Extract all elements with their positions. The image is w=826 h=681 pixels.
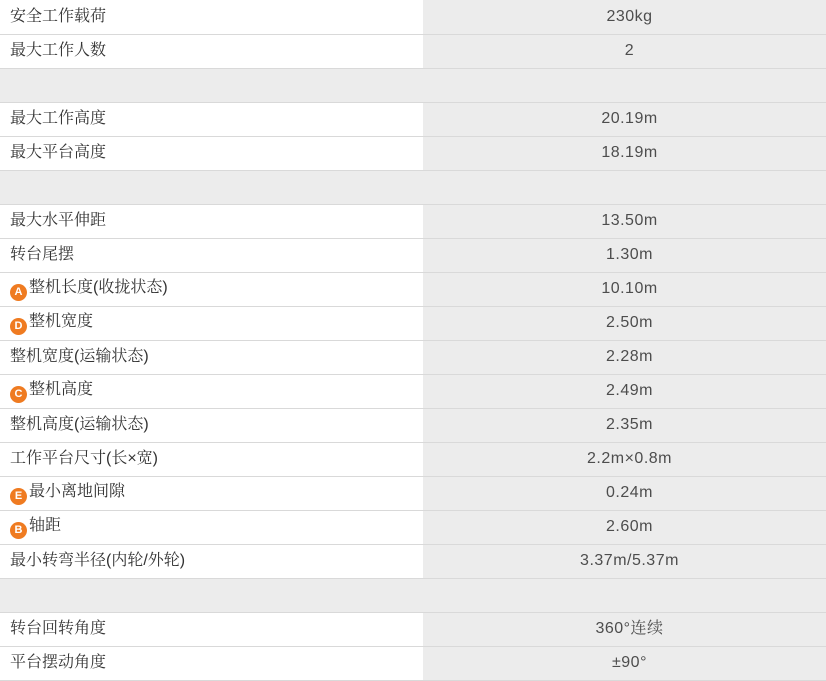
spec-label-text: 整机高度 <box>29 380 94 398</box>
table-row <box>0 612 826 646</box>
spec-label-text: 工作平台尺寸(长×宽) <box>10 450 159 467</box>
spec-value-cell <box>423 68 826 102</box>
table-row <box>0 510 826 544</box>
spec-label-text: 转台回转角度 <box>10 620 107 637</box>
table-row <box>0 238 826 272</box>
table-row <box>0 204 826 238</box>
spec-label-cell <box>0 136 423 170</box>
spec-label-text: 最大工作人数 <box>10 42 107 59</box>
spec-label-text: 整机宽度 <box>29 312 94 330</box>
spec-value-cell: 2.35m <box>423 408 826 442</box>
spec-value-cell: 2.28m <box>423 340 826 374</box>
spec-label-text: 整机高度(运输状态) <box>10 416 149 433</box>
callout-badge-icon: B <box>10 522 27 539</box>
callout-badge-icon: A <box>10 284 27 301</box>
spec-label-cell <box>0 544 423 578</box>
table-row <box>0 442 826 476</box>
callout-badge-icon: E <box>10 488 27 505</box>
table-row <box>0 68 826 102</box>
spec-label-cell <box>0 238 423 272</box>
spec-label-text: 转台尾摆 <box>10 246 75 263</box>
spec-label-cell <box>0 306 423 340</box>
table-row <box>0 272 826 306</box>
table-row <box>0 306 826 340</box>
spec-label-text: 轴距 <box>29 516 62 534</box>
spec-value-cell <box>423 170 826 204</box>
spec-value-cell: 20.19m <box>423 102 826 136</box>
spec-label-cell <box>0 204 423 238</box>
spec-label-text: 最大水平伸距 <box>10 212 107 229</box>
spec-value-cell: 230kg <box>423 0 826 34</box>
spec-label-text: 最大平台高度 <box>10 144 107 161</box>
spec-value-cell: 2.2m×0.8m <box>423 442 826 476</box>
table-row <box>0 102 826 136</box>
spec-label-cell <box>0 340 423 374</box>
spec-label-text: 最小离地间隙 <box>29 482 126 500</box>
spec-value-cell: 18.19m <box>423 136 826 170</box>
table-row <box>0 578 826 612</box>
spec-label-text: 安全工作载荷 <box>10 7 107 25</box>
spec-value-cell: 2 <box>423 34 826 68</box>
spec-label-cell <box>0 272 423 306</box>
table-row <box>0 170 826 204</box>
spec-label-cell <box>0 0 423 34</box>
spec-label-text: 整机宽度(运输状态) <box>10 348 149 365</box>
spec-label-cell <box>0 408 423 442</box>
spec-label-text: 最小转弯半径(内轮/外轮) <box>10 552 186 569</box>
spec-value-cell: 10.10m <box>423 272 826 306</box>
spec-label-cell <box>0 34 423 68</box>
table-row <box>0 136 826 170</box>
spec-value-cell: ±90° <box>423 646 826 680</box>
spec-label-cell <box>0 170 423 204</box>
spec-value-cell: 13.50m <box>423 204 826 238</box>
spec-value-cell: 2.49m <box>423 374 826 408</box>
table-row <box>0 408 826 442</box>
spec-label-cell <box>0 510 423 544</box>
spec-label-cell <box>0 102 423 136</box>
callout-badge-icon: C <box>10 386 27 403</box>
spec-label-cell <box>0 646 423 680</box>
spec-value-cell: 3.37m/5.37m <box>423 544 826 578</box>
spec-value-cell: 2.50m <box>423 306 826 340</box>
spec-label-cell <box>0 442 423 476</box>
spec-label-cell <box>0 578 423 612</box>
spec-value-cell: 2.60m <box>423 510 826 544</box>
table-row <box>0 374 826 408</box>
spec-label-text: 平台摆动角度 <box>10 654 107 671</box>
table-row <box>0 340 826 374</box>
spec-label-cell <box>0 374 423 408</box>
callout-badge-icon: D <box>10 318 27 335</box>
spec-value-cell: 1.30m <box>423 238 826 272</box>
table-row <box>0 34 826 68</box>
table-row <box>0 0 826 34</box>
spec-value-cell: 360°连续 <box>423 612 826 646</box>
table-row <box>0 646 826 680</box>
spec-label-cell <box>0 68 423 102</box>
spec-value-cell <box>423 578 826 612</box>
spec-label-cell <box>0 476 423 510</box>
table-row <box>0 544 826 578</box>
spec-value-cell: 0.24m <box>423 476 826 510</box>
spec-label-text: 整机长度(收拢状态) <box>29 278 168 296</box>
spec-label-cell <box>0 612 423 646</box>
table-row <box>0 476 826 510</box>
spec-label-text: 最大工作高度 <box>10 110 107 127</box>
